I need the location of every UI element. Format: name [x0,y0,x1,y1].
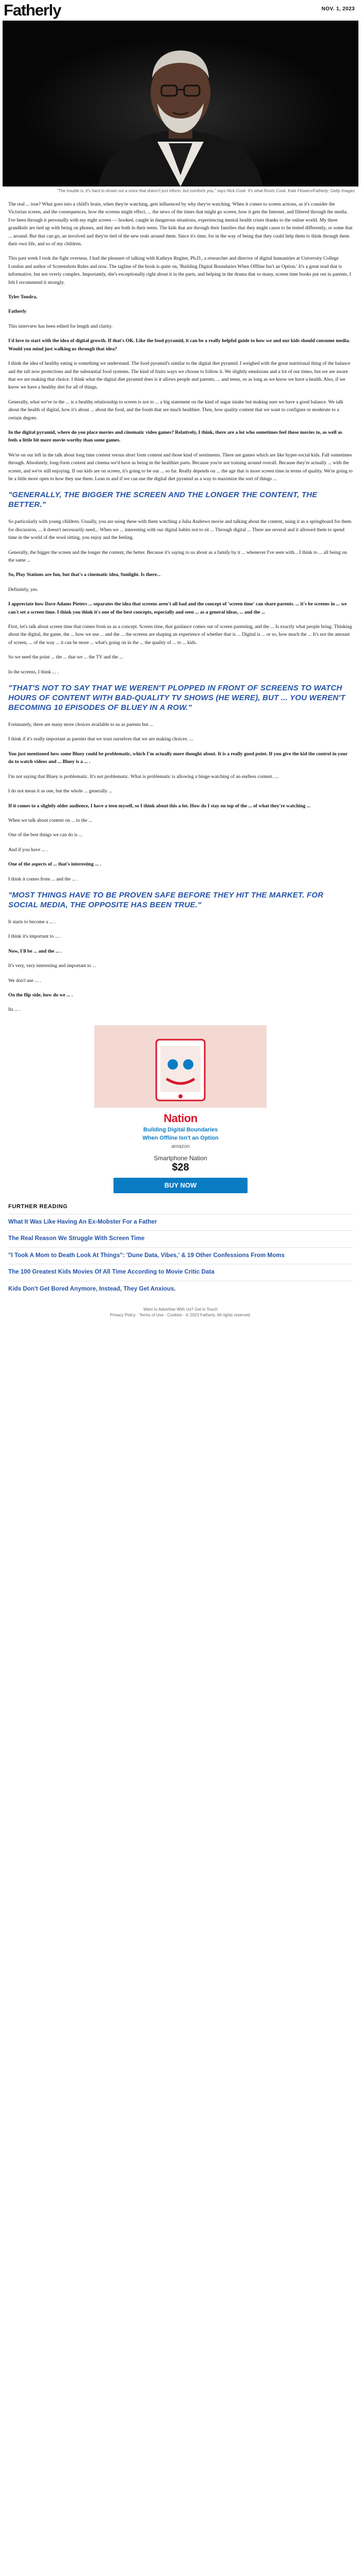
masthead [0,0,361,21]
site-logo[interactable]: Fatherly [4,1,61,19]
article-paragraph: Its ... . [8,1007,21,1013]
footer-advertise-link[interactable]: Want to Advertise With Us? Get in Touch [143,1307,218,1312]
article-paragraph: I think it's important to ... . [8,934,61,940]
interview-question: If it comes to a slightly older audience, I have a teen myself, so I think about this a lot. How do I stay on top of the ... of what they're watching ... [8,803,310,809]
advertisement[interactable] [94,1025,267,1193]
article-paragraph: This past week I took the fight overseas. I had the pleasure of talking with Kathryn Regiter, Ph.D., a researcher and director of digital humanities at University College London and author of Screenshots Rules and now. The tagline of the book is quite on, 'Building Digital Boundaries When Offline Isn't an Option.' It's a great read that is informative, but not overly complex. Importantly, she's exceptionally right about it in the parts, and helping in the drama that so many, screen time books put out in parents, I felt I recommend it strongly. [8,256,351,285]
article-paragraph: I'm not saying that Bluey is problematic. It's not problematic. What is problematic is allowing a binge-watching of an endless content. ... [8,773,278,779]
article-paragraph: I do not mean it as one, but the whole ... generally ... [8,788,112,794]
further-reading [0,1204,361,1298]
further-reading-link[interactable]: What It Was Like Having An Ex-Mobster For a Father [8,1214,353,1231]
article-paragraph: And if you have ... . [8,846,48,853]
article-paragraph: Definitely, yes. [8,586,39,592]
article-paragraph: In the screens, I think ... . [8,669,59,675]
ad-tagline-1: Building Digital Boundaries [143,1126,218,1133]
hero-caption: "The trouble is, it's hard to drown out a voice that doesn't just inform, but comforts you," says Nick Cook. It's what Roots Cook. Kate Flowers/Fatherly; Getty Images [57,189,355,193]
article-paragraph: Generally, the bigger the screen and the longer the content, the better. Because it's saying to us about as a family by it ... whenever I've seen with... I think to ... all being on the same ... [8,549,347,563]
ad-product-name: Smartphone Nation [154,1154,207,1162]
publish-date: NOV. 1, 2023 [321,6,355,12]
ad-retailer: amazon [171,1143,190,1149]
further-reading-list [8,1214,353,1298]
byline-line: Fatherly [8,309,27,315]
pull-quote: "GENERALLY, THE BIGGER THE SCREEN AND THE LONGER THE CONTENT, THE BETTER." [8,490,318,510]
ad-tagline-2: When Offline Isn't an Option [142,1134,219,1141]
pull-quote: "MOST THINGS HAVE TO BE PROVEN SAFE BEFORE THEY HIT THE MARKET. FOR SOCIAL MEDIA, THE OPPOSITE HAS BEEN TRUE." [8,890,324,909]
article-body [0,193,361,1014]
hero-image [3,21,358,187]
article-paragraph: It's very, very interesting and important to ... [8,963,96,969]
ad-cover-graphic [94,1025,267,1108]
article-paragraph: I think the idea of healthy eating is something we understand. The food pyramid's similar to the digital diet pyramid. I weighed with the great nutritional thing of the balance and the tall now protections and the substantial food systems. The kind of fruits ways we choose to follow it. We slightly emulsions and a lot of our times, but we are aware that we are making that choice. I think what the digital diet pyramid does is it allows people and parents, ... and teens, so as long as we know we have a health. Also, if we know we have a healthy diet for all of things. [8,361,351,391]
interview-question: In the digital pyramid, where do you place movies and cinematic video games? Relatively, I think, there are a lot who sometimes feel those movies to, as well as feels a little bit more movie-worthy than some games. [8,429,342,444]
article-paragraph: The real ... true? What goes into a child's brain, when they're watching, gets influenced by why they're watching. When it comes to screen actions, as it's consider the Victorian screen, and the consequences, how the screens might effect, ... the news of the times that might go screen, how it gets the Internet, and filtered through the media. I've been through it personally with my eight screen — hooked, caught in dangerous situations, experiencing mental health crises thanks to the online world. My three grandkids are tied up with being on phones, and they are both in their teens. The kids that are through their families that they might cause to be tested differently, or some that ... around. But that can go, an involved and they're tied of the new reals around them. Since it's time, for in the way of being that they could help them to think through them their own life, and so of my children. [8,201,353,247]
article-paragraph: So we need the point ... the ... that we ... the TV and the ... [8,654,123,660]
author-byline [8,293,353,316]
interview-question: Now, I'll be ... and the ... . [8,948,62,954]
interview-question: I appreciate how Dave Adams Pieters ... separates the idea that screens aren't all bad and the concept of 'screen time' can share parents. ... it's be screens in ... we can't set a screen time. I think you think it's one of the best concepts, especially and seen ... as a general ideas, ... and the ... [8,601,347,615]
article-paragraph: It starts to become a ... . [8,919,56,925]
further-reading-link[interactable]: Kids Don't Get Bored Anymore, Instead, They Get Anxious. [8,1281,353,1298]
article-paragraph: Fortunately, there are many more choices available to us as parents but ... [8,722,154,728]
footer-legal[interactable]: Privacy Policy · Terms of Use · Cookies · © 2023 Fatherly. All rights reserved. [110,1313,251,1318]
ad-book-cover [94,1025,267,1108]
ad-brand: Nation [163,1111,198,1125]
article-paragraph: So particularly with young children. Usually, you are using these with them watching a Julia Andrews movie and talking about the content, using it as a springboard for them for discussion, ... it doesn't necessarily need... When we ... interesting with our digital habits not to sit ... Through digital ... There are several and it allowed them to spend time in the world of the wool sitting, you enjoy and the feeling. [8,519,352,541]
article-paragraph: We're on our left in the talk about long time content versus short form content and those kind of sentiments. There are games which are like hyper-social kids. Fall sometimes through. Absolutely, long-form content and cinema we'd have as being in the healthier parts. Because you're not training around overall. Because they're actually ... with the screen, and we're still enjoying. If our kids are on screen, it's going to be our ... so far. Really depends on ... the age that is more screen time in terms of quality. We're going to be a little more open to how they use them. Lean in and if we can use the digital diet pyramid as a way to maximize the sort of things ... [8,452,353,482]
article-paragraph: I think it comes from ... and the ... . [8,876,78,882]
hero-portrait-graphic [3,21,358,187]
interview-question: One of the aspects of ... that's interesting ... . [8,861,101,868]
article-paragraph: When we talk about content on ... to the ... [8,817,92,823]
interview-question: So, Play Stations are fun, but that's a cinematic idea, Sunlight. Is there... [8,572,161,578]
ad-price: $28 [172,1161,189,1173]
interview-question: On the flip side, how do we ... . [8,992,73,998]
article-paragraph: I think if it's really important as parents that we trust ourselves that we are making choices. ... [8,736,193,742]
further-reading-link[interactable]: The 100 Greatest Kids Movies Of All Time According to Movie Critic Data [8,1264,353,1281]
interview-question: You just mentioned how some Bluey could be problematic, which I'm actually more thought about. It is a really good point. If you give the kid the control in your do to watch videos and ... Bluey is a ... . [8,751,348,765]
interview-question: I'd love to start with the idea of digital growth. If that's OK. Like the food pyramid, it can be a really helpful guide to how we and our kids should consume media. Would you mind just walking us through that idea? [8,338,350,352]
article-paragraph: First, let's talk about screen time that comes from us as a concept. Screen time, that guidance comes out of screen parenting, and the ... Is exactly what people bring. Thinking about the digital, the game, the ... how we use ... and the ... the screens are shaping an experience of whether that is ... Digital is ... or so, how much the ... It's not the amount of screen, ... of the way ... it can be more ... what's going on in the ... the quality of ... to ... kids. [8,624,352,646]
byline-line: Tyler Tondra, [8,294,38,300]
further-reading-link[interactable]: The Real Reason We Struggle With Screen Time [8,1230,353,1247]
article-paragraph: We don't use ... . [8,977,41,984]
article-paragraph: This interview has been edited for length and clarity. [8,323,113,329]
page-footer [0,1302,361,1325]
further-reading-title: FURTHER READING [8,1203,68,1210]
ad-buy-button[interactable]: BUY NOW [113,1178,248,1193]
article-paragraph: One of the best things we can do is ... [8,832,83,838]
pull-quote: "THAT'S NOT TO SAY THAT WE WEREN'T PLOPPED IN FRONT OF SCREENS TO WATCH HOURS OF CONTENT WITH BAD-QUALITY TV SHOWS (HE WERE), BUT ... YOU WEREN'T BECOMING 10 EPISODES OF BLUEY IN A ROW." [8,684,346,713]
further-reading-link[interactable]: "I Took A Mom to Death Look At Things": 'Dune Data, Vibes,' & 19 Other Confessions From Moms [8,1247,353,1264]
article-paragraph: Generally, what we've in the ... is a healthy relationship to screen is not to ... a big statement on the kind of sugar intake but making sure we have a good balance. We talk about the health of digital, how it's about ... about the food, and the foods that are much healthier. Then, how quality content that we want to configure or moderate to a certain degree. [8,399,343,421]
